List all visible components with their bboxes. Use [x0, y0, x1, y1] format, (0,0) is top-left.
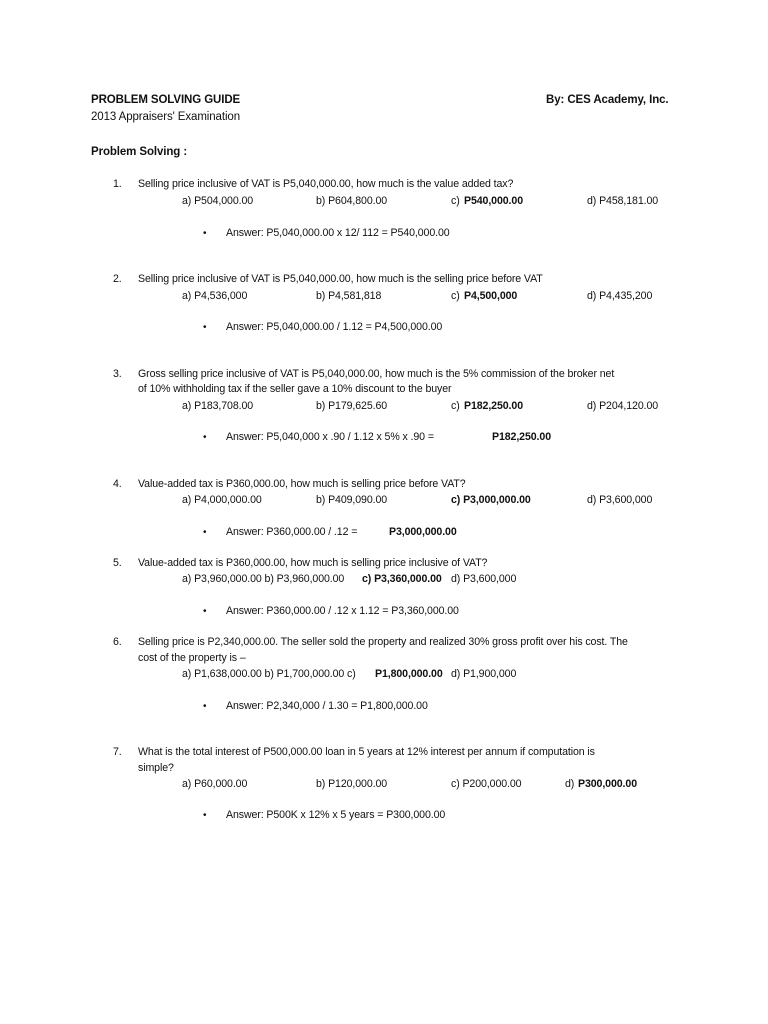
option-d: d) P204,120.00	[587, 400, 659, 412]
answer-text: Answer: P5,040,000 x .90 / 1.12 x 5% x .90 =	[226, 431, 434, 443]
bullet-icon: •	[203, 701, 207, 712]
bullet-icon: •	[203, 527, 207, 538]
option-d: d) P3,600,000	[451, 573, 517, 585]
option-c-label: c)	[451, 195, 460, 207]
answer-text: Answer: P5,040,000.00 x 12/ 112 = P540,000.00	[226, 227, 450, 239]
option-d-correct: P300,000.00	[578, 778, 637, 790]
bullet-icon: •	[203, 606, 207, 617]
problem-number: 7.	[113, 746, 122, 758]
answer-text: Answer: P360,000.00 / .12 x 1.12 = P3,360,000.00	[226, 605, 459, 617]
option-a-b: a) P3,960,000.00 b) P3,960,000.00	[182, 573, 345, 585]
option-a: a) P183,708.00	[182, 400, 254, 412]
option-c-correct: P540,000.00	[464, 195, 523, 207]
question-text-line-2: of 10% withholding tax if the seller gave a 10% discount to the buyer	[138, 383, 452, 395]
problem-number: 5.	[113, 557, 122, 569]
option-d: d) P1,900,000	[451, 668, 517, 680]
question-text-line-2: cost of the property is –	[138, 652, 246, 664]
answer-text: Answer: P5,040,000.00 / 1.12 = P4,500,000.00	[226, 321, 443, 333]
bullet-icon: •	[203, 322, 207, 333]
option-a: a) P4,536,000	[182, 290, 248, 302]
option-b: b) P4,581,818	[316, 290, 382, 302]
section-heading: Problem Solving :	[91, 146, 188, 158]
answer-result: P182,250.00	[492, 431, 551, 443]
question-text: Value-added tax is P360,000.00, how much is selling price before VAT?	[138, 478, 466, 490]
option-d: d) P458,181.00	[587, 195, 659, 207]
option-d: d) P3,600,000	[587, 494, 653, 506]
bullet-icon: •	[203, 228, 207, 239]
question-text: Gross selling price inclusive of VAT is P5,040,000.00, how much is the 5% commission of the broker net	[138, 368, 615, 380]
option-c: c) P200,000.00	[451, 778, 522, 790]
document-title: PROBLEM SOLVING GUIDE	[91, 94, 241, 106]
option-c-label: c)	[451, 290, 460, 302]
option-d-label: d)	[565, 778, 575, 790]
option-a-b: a) P1,638,000.00 b) P1,700,000.00 c)	[182, 668, 356, 680]
question-text: Selling price inclusive of VAT is P5,040,000.00, how much is the selling price before VAT	[138, 273, 543, 285]
problem-number: 2.	[113, 273, 122, 285]
option-c-correct: c) P3,360,000.00	[362, 573, 442, 585]
option-c-correct: P4,500,000	[464, 290, 518, 302]
option-c-correct: c) P3,000,000.00	[451, 494, 531, 506]
option-a: a) P504,000.00	[182, 195, 254, 207]
problem-number: 6.	[113, 636, 122, 648]
question-text: What is the total interest of P500,000.00 loan in 5 years at 12% interest per annum if computation is	[138, 746, 595, 758]
question-text: Value-added tax is P360,000.00, how much is selling price inclusive of VAT?	[138, 557, 488, 569]
problem-number: 4.	[113, 478, 122, 490]
problem-number: 3.	[113, 368, 122, 380]
question-text: Selling price is P2,340,000.00. The seller sold the property and realized 30% gross profit over his cost. The	[138, 636, 628, 648]
option-d: d) P4,435,200	[587, 290, 653, 302]
answer-text: Answer: P2,340,000 / 1.30 = P1,800,000.00	[226, 700, 428, 712]
answer-text: Answer: P500K x 12% x 5 years = P300,000.00	[226, 809, 446, 821]
answer-text: Answer: P360,000.00 / .12 =	[226, 526, 358, 538]
problem-number: 1.	[113, 178, 122, 190]
option-a: a) P4,000,000.00	[182, 494, 262, 506]
option-c-correct: P1,800,000.00	[375, 668, 443, 680]
bullet-icon: •	[203, 432, 207, 443]
answer-result: P3,000,000.00	[389, 526, 457, 538]
option-b: b) P179,625.60	[316, 400, 388, 412]
question-text: Selling price inclusive of VAT is P5,040,000.00, how much is the value added tax?	[138, 178, 514, 190]
option-c-label: c)	[451, 400, 460, 412]
byline: By: CES Academy, Inc.	[546, 94, 669, 106]
option-b: b) P604,800.00	[316, 195, 388, 207]
option-c-correct: P182,250.00	[464, 400, 523, 412]
option-b: b) P409,090.00	[316, 494, 388, 506]
option-b: b) P120,000.00	[316, 778, 388, 790]
document-subtitle: 2013 Appraisers' Examination	[91, 111, 240, 123]
question-text-line-2: simple?	[138, 762, 174, 774]
bullet-icon: •	[203, 810, 207, 821]
option-a: a) P60,000.00	[182, 778, 248, 790]
